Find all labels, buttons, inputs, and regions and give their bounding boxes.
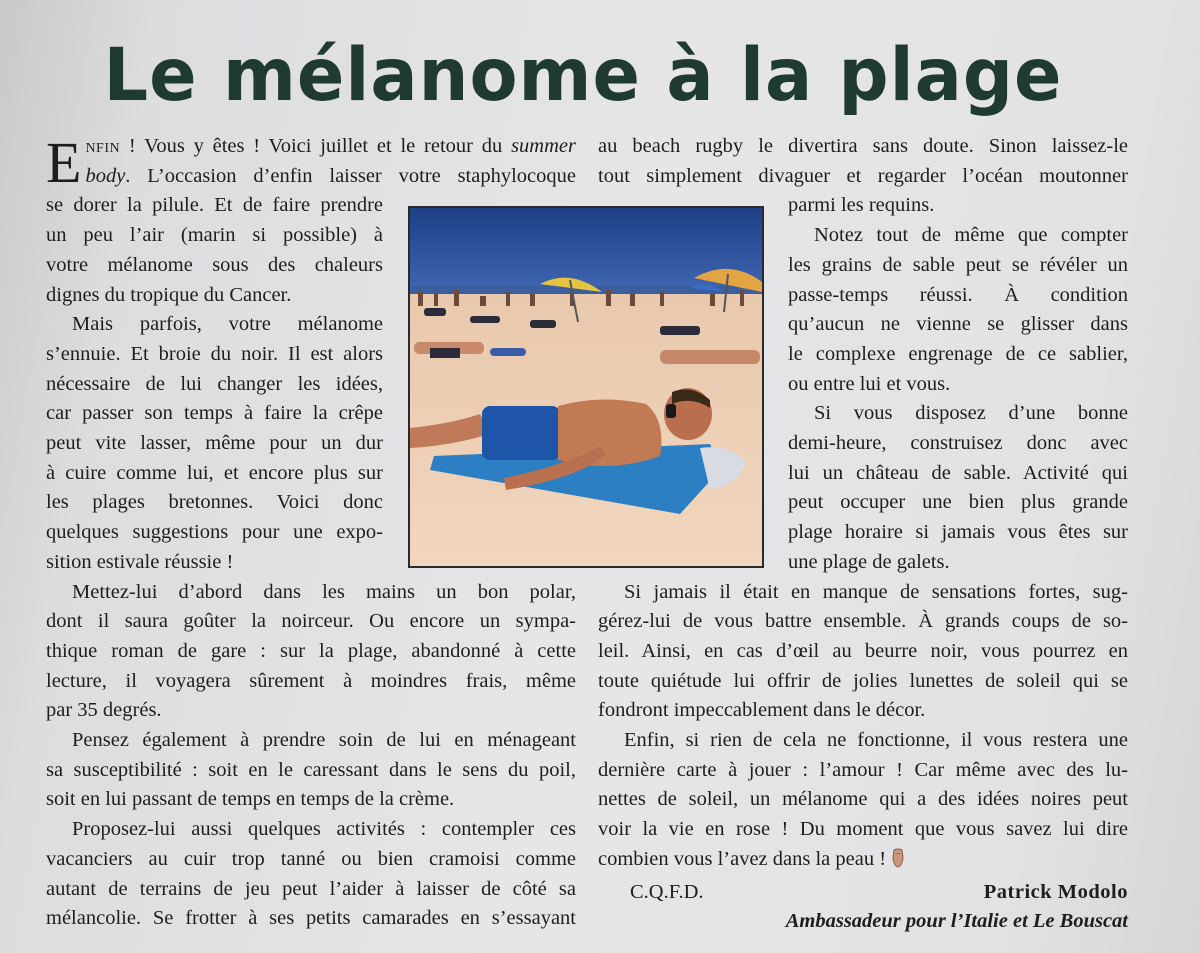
text-fragment: ! Vous y êtes ! Voici juillet et le retour du (120, 135, 512, 157)
text-line: Mettez-lui d’abord dans les mains un bon polar, (72, 580, 576, 603)
drop-cap: E (46, 130, 82, 195)
text-line: nettes de soleil, un mélanome qui a des idées noires peut (598, 788, 1128, 811)
left-column-narrow (46, 191, 383, 577)
text-line: s’ennuie. Et broie du noir. Il est alors (46, 342, 383, 365)
text-line: soit en lui passant de temps en temps de la crème. (46, 788, 455, 811)
text-line: le complexe engrenage de ce sablier, (788, 342, 1128, 365)
text-line: dignes du tropique du Cancer. (46, 283, 292, 306)
text-line: se dorer la pilule. Et de faire prendre (46, 194, 383, 217)
text-line: peut occuper une bien plus grande (788, 491, 1128, 514)
right-column-top (598, 132, 1128, 191)
text-line (46, 132, 576, 162)
text-line: Enfin, si rien de cela ne fonctionne, il vous restera une (624, 729, 1128, 752)
text-line: lui un château de sable. Activité qui (788, 461, 1128, 484)
text-line: une plage de galets. (788, 550, 950, 573)
text-line: leil. Ainsi, en cas d’œil au beurre noir, vous pourrez en (598, 639, 1128, 662)
text-line: Pensez également à prendre soin de lui en ménageant (72, 729, 576, 752)
text-line: gérez-lui de vous battre ensemble. À grands coups de so- (598, 610, 1128, 633)
text-line: Proposez-lui aussi quelques activités : contempler ces (72, 818, 576, 841)
text-line: au beach rugby le divertira sans doute. Sinon laissez-le (598, 135, 1128, 157)
text-line (46, 162, 576, 192)
text-fragment: . L’occasion d’enfin laisser votre staphylocoque (125, 164, 576, 187)
text-line: thique roman de gare : sur la plage, abandonné à cette (46, 639, 576, 662)
text-line: nécessaire de lui changer les idées, (46, 372, 383, 395)
text-line: les grains de sable peut se révéler un (788, 253, 1128, 276)
text-line: mélancolie. Se frotter à ses petits camarades en s’essayant (46, 907, 576, 930)
author-name: Patrick Modolo (983, 881, 1128, 903)
text-line: sition estivale réussie ! (46, 550, 234, 573)
text-line: à cuire comme lui, et encore plus sur (46, 461, 383, 484)
text-line: plage horaire si jamais vous êtes sur (788, 521, 1128, 544)
text-line: autant de terrains de jeu peut l’aider à laisser de côté sa (46, 877, 576, 900)
text-line: sa susceptibilité : soit en le caressant dans le sens du poil, (46, 758, 576, 781)
text-line: lecture, il voyagera sûrement à moindres frais, même (46, 669, 576, 692)
left-column-top (46, 130, 576, 195)
text-line: Mais parfois, votre mélanome (72, 313, 383, 336)
beach-sunbather-photo (408, 206, 764, 568)
text-line: tout simplement divaguer et regarder l’océan moutonner (598, 164, 1128, 187)
text-line: les plages bretonnes. Voici donc (46, 491, 383, 514)
text-line: dont il saura goûter la noirceur. Ou encore un sympa- (46, 610, 576, 633)
right-column-narrow (788, 191, 1128, 577)
text-line: qu’aucun ne vienne se glisser dans (788, 313, 1128, 336)
left-column-bottom (46, 578, 576, 934)
italic-word: summer (511, 135, 576, 157)
text-line: toute quiétude lui offrir de jolies lunettes de soleil qui se (598, 669, 1128, 692)
text-line: dernière carte à jouer : l’amour ! Car même avec des lu- (598, 758, 1128, 781)
small-caps-word: nfin (85, 135, 121, 157)
text-line: car passer son temps à faire la crêpe (46, 402, 383, 425)
text-line: ou entre lui et vous. (788, 372, 951, 395)
text-line: fondront impeccablement dans le décor. (598, 699, 926, 722)
text-line: peut vite lasser, même pour un dur (46, 432, 383, 455)
text-line: un peu l’air (marin si possible) à (46, 224, 383, 247)
author-role: Ambassadeur pour l’Italie et Le Bouscat (785, 910, 1128, 932)
text-line: par 35 degrés. (46, 699, 162, 722)
italic-word: body (85, 164, 126, 187)
text-line: demi-heure, construisez donc avec (788, 432, 1128, 455)
text-line: Si vous disposez d’une bonne (814, 402, 1128, 425)
text-line: quelques suggestions pour une expo- (46, 521, 383, 544)
cqfd-text: C.Q.F.D. (630, 881, 704, 903)
text-line: Si jamais il était en manque de sensations fortes, sug- (624, 580, 1128, 603)
text-line: voir la vie en rose ! Du moment que vous savez lui dire (598, 818, 1128, 841)
text-line: passe-temps réussi. À condition (788, 283, 1128, 306)
right-column-bottom (598, 578, 1128, 875)
text-line: parmi les requins. (788, 194, 935, 217)
text-line: votre mélanome sous des chaleurs (46, 253, 383, 276)
beach-photo-illustration (410, 208, 762, 566)
text-line (598, 845, 1128, 875)
text-line: Notez tout de même que compter (814, 224, 1128, 247)
text-line: vacanciers au cuir trop tanné ou bien cramoisi comme (46, 847, 576, 870)
flesh-bullet-icon (891, 848, 905, 868)
text-fragment: combien vous l’avez dans la peau ! (598, 847, 887, 870)
article-title: Le mélanome à la plage (103, 31, 1063, 119)
